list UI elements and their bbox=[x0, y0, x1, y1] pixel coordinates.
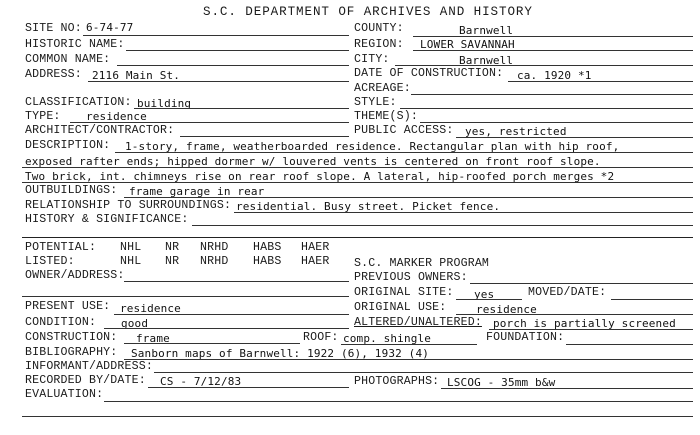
acreage-line bbox=[411, 94, 693, 95]
public-access-line bbox=[456, 137, 693, 138]
foundation-label: FOUNDATION: bbox=[486, 331, 565, 344]
construction-line bbox=[124, 343, 300, 344]
potential-nhl: NHL bbox=[120, 241, 142, 254]
potential-nr: NR bbox=[165, 241, 180, 254]
historic-name-line bbox=[126, 50, 349, 51]
recorded-by-value: CS - 7/12/83 bbox=[160, 375, 242, 388]
date-construction-line bbox=[508, 81, 693, 82]
type-line bbox=[70, 122, 349, 123]
construction-label: CONSTRUCTION: bbox=[25, 331, 118, 344]
moved-date-label: MOVED/DATE: bbox=[528, 286, 607, 299]
potential-nrhd: NRHD bbox=[200, 241, 229, 254]
site-no-value: 6-74-77 bbox=[86, 21, 134, 34]
relationship-value: residential. Busy street. Picket fence. bbox=[236, 200, 501, 213]
common-name-line bbox=[117, 65, 349, 66]
description-rule-1 bbox=[115, 152, 693, 153]
condition-line bbox=[104, 328, 349, 329]
relationship-label: RELATIONSHIP TO SURROUNDINGS: bbox=[25, 199, 232, 212]
owner-line-2 bbox=[22, 296, 349, 297]
outbuildings-value: frame garage in rear bbox=[129, 185, 265, 198]
original-use-line bbox=[456, 314, 693, 315]
roof-value: comp. shingle bbox=[343, 332, 432, 345]
informant-line bbox=[154, 372, 693, 373]
county-line bbox=[413, 36, 693, 37]
potential-habs: HABS bbox=[253, 241, 282, 254]
type-value: residence bbox=[86, 110, 147, 123]
region-line bbox=[413, 50, 693, 51]
photographs-label: PHOTOGRAPHS: bbox=[354, 375, 440, 388]
recorded-by-label: RECORDED BY/DATE: bbox=[25, 374, 146, 387]
listed-label: LISTED: bbox=[25, 255, 75, 268]
photographs-value: LSCOG - 35mm b&w bbox=[447, 376, 556, 389]
city-label: CITY: bbox=[354, 53, 390, 66]
condition-value: good bbox=[121, 317, 149, 330]
form-title: S.C. DEPARTMENT OF ARCHIVES AND HISTORY bbox=[203, 5, 533, 19]
altered-label: ALTERED/UNALTERED: bbox=[354, 316, 482, 329]
listed-haer: HAER bbox=[301, 255, 330, 268]
date-construction-label: DATE OF CONSTRUCTION: bbox=[354, 67, 504, 80]
photographs-line bbox=[441, 388, 693, 389]
description-rule-2 bbox=[22, 167, 693, 168]
address-line bbox=[88, 81, 349, 82]
style-line bbox=[400, 108, 693, 109]
description-line-2: exposed rafter ends; hipped dormer w/ louvered vents is centered on front roof slope. bbox=[25, 155, 601, 168]
outbuildings-line bbox=[124, 197, 693, 198]
region-value: LOWER SAVANNAH bbox=[420, 38, 515, 51]
potential-label: POTENTIAL: bbox=[25, 241, 97, 254]
architect-line bbox=[180, 136, 349, 137]
original-site-line bbox=[456, 299, 522, 300]
architect-label: ARCHITECT/CONTRACTOR: bbox=[25, 124, 175, 137]
previous-owners-line bbox=[470, 283, 693, 284]
description-label: DESCRIPTION: bbox=[25, 139, 111, 152]
listed-nr: NR bbox=[165, 255, 180, 268]
city-value: Barnwell bbox=[459, 54, 514, 67]
address-value: 2116 Main St. bbox=[92, 69, 181, 82]
potential-haer: HAER bbox=[301, 241, 330, 254]
evaluation-line-2 bbox=[22, 416, 693, 417]
listed-nhl: NHL bbox=[120, 255, 142, 268]
present-use-label: PRESENT USE: bbox=[25, 300, 111, 313]
site-no-line bbox=[83, 35, 349, 36]
common-name-label: COMMON NAME: bbox=[25, 53, 111, 66]
altered-line bbox=[489, 329, 693, 330]
outbuildings-label: OUTBUILDINGS: bbox=[25, 184, 118, 197]
present-use-line bbox=[114, 314, 349, 315]
roof-line bbox=[341, 344, 477, 345]
original-use-label: ORIGINAL USE: bbox=[354, 301, 447, 314]
region-label: REGION: bbox=[354, 38, 404, 51]
bibliography-label: BIBLIOGRAPHY: bbox=[25, 346, 118, 359]
description-rule-3 bbox=[22, 182, 693, 183]
history-line bbox=[192, 225, 693, 226]
original-use-value: residence bbox=[476, 303, 537, 316]
recorded-by-line bbox=[148, 387, 349, 388]
historic-name-label: HISTORIC NAME: bbox=[25, 38, 125, 51]
bibliography-line bbox=[124, 359, 693, 360]
classification-line bbox=[134, 108, 349, 109]
classification-label: CLASSIFICATION: bbox=[25, 96, 132, 109]
moved-date-line bbox=[611, 299, 693, 300]
altered-value: porch is partially screened bbox=[493, 317, 676, 330]
date-construction-value: ca. 1920 *1 bbox=[517, 69, 592, 82]
relationship-line bbox=[234, 212, 693, 213]
original-site-value: yes bbox=[474, 288, 495, 301]
roof-label: ROOF: bbox=[303, 331, 339, 344]
classification-value: building bbox=[137, 97, 192, 110]
style-label: STYLE: bbox=[354, 96, 397, 109]
theme-line bbox=[420, 122, 693, 123]
acreage-label: ACREAGE: bbox=[354, 82, 411, 95]
history-label: HISTORY & SIGNIFICANCE: bbox=[25, 213, 189, 226]
evaluation-label: EVALUATION: bbox=[25, 388, 104, 401]
public-access-value: yes, restricted bbox=[465, 125, 567, 138]
county-value: Barnwell bbox=[459, 24, 514, 37]
foundation-line bbox=[566, 344, 693, 345]
listed-habs: HABS bbox=[253, 255, 282, 268]
county-label: COUNTY: bbox=[354, 22, 404, 35]
site-no-label: SITE NO: bbox=[25, 22, 82, 35]
theme-label: THEME(S): bbox=[354, 110, 418, 123]
public-access-label: PUBLIC ACCESS: bbox=[354, 124, 454, 137]
construction-value: frame bbox=[136, 332, 170, 345]
owner-line bbox=[124, 281, 349, 282]
previous-owners-label: PREVIOUS OWNERS: bbox=[354, 271, 468, 284]
condition-label: CONDITION: bbox=[25, 316, 97, 329]
marker-program-label: S.C. MARKER PROGRAM bbox=[354, 257, 490, 270]
evaluation-line bbox=[104, 401, 693, 402]
address-label: ADDRESS: bbox=[25, 68, 82, 81]
owner-label: OWNER/ADDRESS: bbox=[25, 269, 125, 282]
description-line-3: Two brick, int. chimneys rise on rear roof slope. A lateral, hip-roofed porch merges *2 bbox=[25, 170, 615, 183]
bibliography-value: Sanborn maps of Barnwell: 1922 (6), 1932 (4) bbox=[131, 347, 429, 360]
present-use-value: residence bbox=[120, 302, 181, 315]
description-line-1: 1-story, frame, weatherboarded residence. Rectangular plan with hip roof, bbox=[125, 140, 620, 153]
city-line bbox=[395, 65, 693, 66]
listed-nrhd: NRHD bbox=[200, 255, 229, 268]
type-label: TYPE: bbox=[25, 110, 61, 123]
section-separator bbox=[22, 237, 693, 238]
original-site-label: ORIGINAL SITE: bbox=[354, 286, 454, 299]
informant-label: INFORMANT/ADDRESS: bbox=[25, 360, 153, 373]
